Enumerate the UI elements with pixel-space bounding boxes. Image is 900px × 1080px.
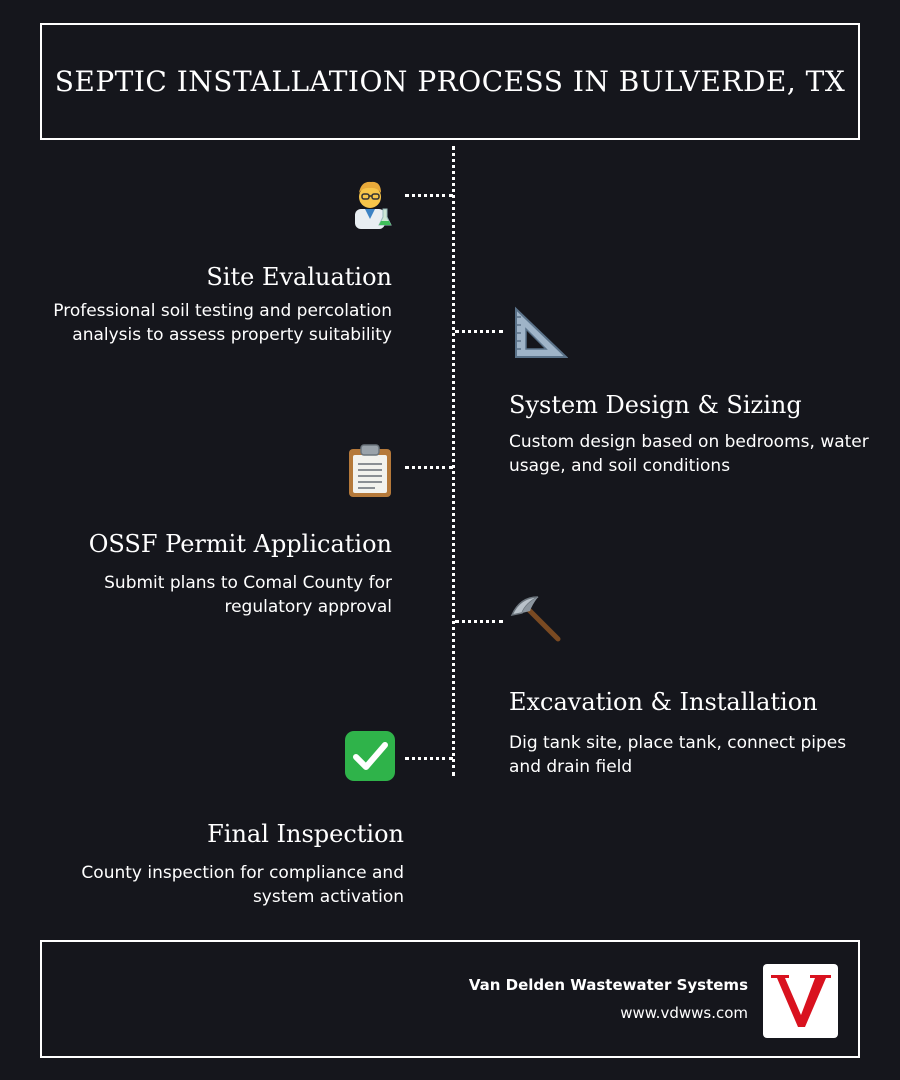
connector-ossf-permit (405, 466, 453, 469)
step-title-excavation: Excavation & Installation (509, 688, 818, 716)
step-desc-excavation: Dig tank site, place tank, connect pipes and drain field (509, 733, 847, 777)
step-desc-ossf-permit: Submit plans to Comal County for regulatory approval (104, 573, 392, 617)
pick-icon (508, 593, 564, 649)
connector-excavation (455, 620, 503, 623)
step-title-system-design: System Design & Sizing (509, 391, 802, 419)
step-title-ossf-permit: OSSF Permit Application (88, 530, 392, 558)
step-desc-system-design: Custom design based on bedrooms, water usage, and soil conditions (509, 432, 869, 476)
connector-final-inspection (405, 757, 453, 760)
title-box (40, 23, 860, 140)
company-name: Van Delden Wastewater Systems (468, 976, 748, 994)
page-title: SEPTIC INSTALLATION PROCESS IN BULVERDE, TX (54, 65, 846, 98)
step-desc-site-evaluation: Professional soil testing and percolation analysis to assess property suitability (53, 301, 392, 345)
step-title-final-inspection: Final Inspection (207, 820, 404, 848)
footer-box (40, 940, 860, 1058)
connector-site-evaluation (405, 194, 453, 197)
check-mark-button-icon (343, 729, 399, 785)
scientist-icon (343, 175, 399, 231)
clipboard-icon (343, 443, 399, 499)
triangular-ruler-icon (512, 305, 568, 361)
company-logo (763, 964, 838, 1038)
logo-v-icon (767, 969, 835, 1033)
connector-system-design (455, 330, 503, 333)
step-desc-final-inspection: County inspection for compliance and system activation (81, 863, 404, 907)
company-website[interactable]: www.vdwws.com (620, 1004, 748, 1022)
timeline-line (452, 146, 455, 776)
step-title-site-evaluation: Site Evaluation (206, 263, 392, 291)
